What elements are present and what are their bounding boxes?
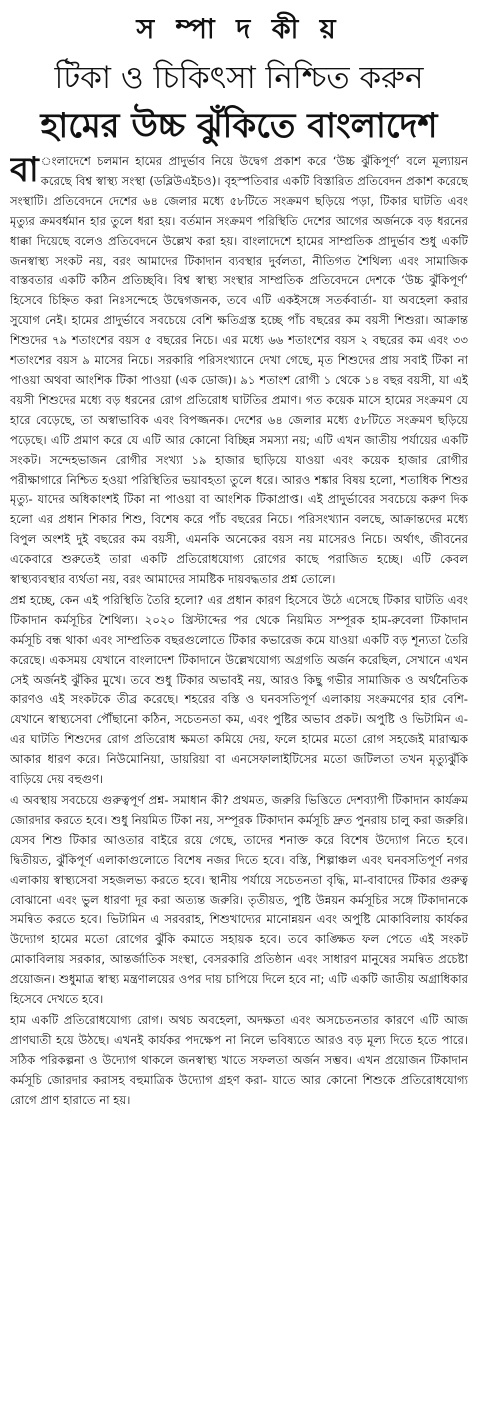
- paragraph-2: প্রশ্ন হচ্ছে, কেন এই পরিস্থিতি তৈরি হলো? এর প্রধান কারণ হিসেবে উঠে এসেছে টিকার ঘাটতি এবং টিকাদান কর্মসূচির শৈথিল্য। ২০২০ খ্রিস্টাব্দের পর থেকে নিয়মিত সম্পূরক হাম-রুবেলা টিকাদান কর্মসূচি বন্ধ থাকা এবং সাম্প্রতিক বছরগুলোতে টিকার কভারেজ কমে যাওয়া একটি বড় শূন্যতা তৈরি করেছে। একসময় যেখানে বাংলাদেশ টিকাদানে উল্লেখযোগ্য অগ্রগতি অর্জন করেছিল, সেখানে এখন সেই অর্জনই ঝুঁকির মুখে। তবে শুধু টিকার অভাবই নয়, আরও কিছু গভীর সামাজিক ও অর্থনৈতিক কারণও এই সংকটকে তীব্র করেছে। শহরের বস্তি ও ঘনবসতিপূর্ণ এলাকায় সংক্রমণের হার বেশি-যেখানে স্বাস্থ্যসেবা পৌঁছানো কঠিন, সচেতনতা কম, এবং পুষ্টির অভাব প্রকট। অপুষ্টি ও ভিটামিন এ-এর ঘাটতি শিশুদের রোগ প্রতিরোধ ক্ষমতা কমিয়ে দেয়, ফলে হামের মতো রোগ সহজেই মারাত্মক আকার ধারণ করে। নিউমোনিয়া, ডায়রিয়া বা এনসেফালাইটিসের মতো জটিলতা তখন মৃত্যুঝুঁকি বাড়িয়ে দেয় বহুগুণ।: [10, 592, 468, 787]
- drop-cap: বা: [10, 152, 39, 190]
- paragraph-4: হাম একটি প্রতিরোধযোগ্য রোগ। অথচ অবহেলা, অদক্ষতা এবং অসচেতনতার কারণে এটি আজ প্রাণঘাতী হয়ে উঠছে। এখনই কার্যকর পদক্ষেপ না নিলে ভবিষ্যতে আরও বড় মূল্য দিতে হতে পারে। সঠিক পরিকল্পনা ও উদ্যোগ থাকলে জনস্বাস্থ্য খাতে সফলতা অর্জন সম্ভব। এখন প্রয়োজন টিকাদান কর্মসূচি জোরদার করাসহ বহুমাত্রিক উদ্যোগ গ্রহণ করা- যাতে আর কোনো শিশুকে প্রতিরোধযোগ্য রোগে প্রাণ হারাতে না হয়।: [10, 1012, 468, 1107]
- paragraph-1: [10, 152, 468, 590]
- headline-primary: টিকা ও চিকিৎসা নিশ্চিত করুন: [54, 60, 424, 96]
- headline-secondary: হামের উচ্চ ঝুঁকিতে বাংলাদেশ: [40, 106, 438, 146]
- paragraph-3: এ অবস্থায় সবচেয়ে গুরুত্বপূর্ণ প্রশ্ন- সমাধান কী? প্রথমত, জরুরি ভিত্তিতে দেশব্যাপী টিকাদান কার্যক্রম জোরদার করতে হবে। শুধু নিয়মিত টিকা নয়, সম্পূরক টিকাদান কর্মসূচি দ্রুত পুনরায় চালু করা জরুরি। যেসব শিশু টিকার আওতার বাইরে রয়ে গেছে, তাদের শনাক্ত করে বিশেষ উদ্যোগ নিতে হবে। দ্বিতীয়ত, ঝুঁকিপূর্ণ এলাকাগুলোতে বিশেষ নজর দিতে হবে। বস্তি, শিল্পাঞ্চল এবং ঘনবসতিপূর্ণ নগর এলাকায় স্বাস্থ্যসেবা সহজলভ্য করতে হবে। স্থানীয় পর্যায়ে সচেতনতা বৃদ্ধি, মা-বাবাদের টিকার গুরুত্ব বোঝানো এবং ভুল ধারণা দূর করা অত্যন্ত জরুরি। তৃতীয়ত, পুষ্টি উন্নয়ন কর্মসূচির সঙ্গে টিকাদানকে সমন্বিত করতে হবে। ভিটামিন এ সরবরাহ, শিশুখাদ্যের মানোন্নয়ন এবং অপুষ্টি মোকাবিলায় কার্যকর উদ্যোগ হামের মতো রোগের ঝুঁকি কমাতে সহায়ক হবে। তবে কাঙ্ক্ষিত ফল পেতে এই সংকট মোকাবিলায় সরকার, আন্তর্জাতিক সংস্থা, বেসরকারি প্রতিষ্ঠান এবং সাধারণ মানুষের সমন্বিত প্রচেষ্টা প্রয়োজন। শুধুমাত্র স্বাস্থ্য মন্ত্রণালয়ের ওপর দায় চাপিয়ে দিলে হবে না; এটি একটি জাতীয় অগ্রাধিকার হিসেবে দেখতে হবে।: [10, 793, 468, 1007]
- article-body: [10, 152, 468, 1405]
- section-label: স ম্পা দ কী য়: [136, 14, 342, 45]
- paragraph-1-text: ংলাদেশে চলমান হামের প্রাদুর্ভাব নিয়ে উদ্বেগ প্রকাশ করে ‘উচ্চ ঝুঁকিপূর্ণ’ বলে মূল্যায়ন করেছে বিশ্ব স্বাস্থ্য সংস্থা (ডব্লিউএইচও)। বৃহস্পতিবার একটি বিস্তারিত প্রতিবেদন প্রকাশ করেছে সংস্থাটি। প্রতিবেদনে দেশের ৬৪ জেলার মধ্যে ৫৮টিতে সংক্রমণ ছড়িয়ে পড়া, টিকার ঘাটতি এবং মৃত্যুর ক্রমবর্ধমান হার তুলে ধরা হয়। বর্তমান সংক্রমণ পরিস্থিতি দেশের আগের অর্জনকে বড় ধরনের ধাক্কা দিয়েছে বলেও প্রতিবেদনে উল্লেখ করা হয়। বাংলাদেশে হামের সাম্প্রতিক প্রাদুর্ভাব শুধু একটি জনস্বাস্থ্য সংকট নয়, বরং আমাদের টিকাদান ব্যবস্থার দুর্বলতা, নীতিগত শৈথিল্য এবং সামাজিক বাস্তবতার একটি কঠিন প্রতিচ্ছবি। বিশ্ব স্বাস্থ্য সংস্থার সাম্প্রতিক প্রতিবেদনে দেশকে ‘উচ্চ ঝুঁকিপূর্ণ’ হিসেবে চিহ্নিত করা নিঃসন্দেহে উদ্বেগজনক, তবে এটি একইসঙ্গে সতর্কবার্তা- যা অবহেলা করার সুযোগ নেই। হামের প্রাদুর্ভাবে সবচেয়ে বেশি ক্ষতিগ্রস্ত হচ্ছে পাঁচ বছরের কম বয়সী শিশুরা। আক্রান্ত শিশুদের ৭৯ শতাংশের বয়স ৫ বছরের নিচে। এর মধ্যে ৬৬ শতাংশের বয়স ২ বছরের কম এবং ৩৩ শতাংশের বয়স ৯ মাসের নিচে। সরকারি পরিসংখ্যানে দেখা গেছে, মৃত শিশুদের প্রায় সবাই টিকা না পাওয়া অথবা আংশিক টিকা পাওয়া (এক ডোজ)। ৯১ শতাংশ রোগী ১ থেকে ১৪ বছর বয়সী, যা এই বয়সী শিশুদের মধ্যে বড় ধরনের রোগ প্রতিরোধ ঘাটতির প্রমাণ। গত কয়েক মাসে হামের সংক্রমণ যে হারে বেড়েছে, তা অস্বাভাবিক এবং বিপজ্জনক। দেশের ৬৪ জেলার মধ্যে ৫৮টিতে সংক্রমণ ছড়িয়ে পড়েছে। এটি প্রমাণ করে যে এটি আর কোনো বিচ্ছিন্ন সমস্যা নয়; এটি এখন জাতীয় পর্যায়ের একটি সংকট। সন্দেহভাজন রোগীর সংখ্যা ১৯ হাজার ছাড়িয়ে যাওয়া এবং কয়েক হাজার রোগীর পরীক্ষাগারে নিশ্চিত হওয়া পরিস্থিতির ভয়াবহতা তুলে ধরে। আরও শঙ্কার বিষয় হলো, শতাধিক শিশুর মৃত্যু- যাদের অধিকাংশই টিকা না পাওয়া বা আংশিক টিকাপ্রাপ্ত। এই প্রাদুর্ভাবের সবচেয়ে করুণ দিক হলো এর প্রধান শিকার শিশু, বিশেষ করে পাঁচ বছরের নিচে। পরিসংখ্যান বলছে, আক্রান্তদের মধ্যে বিপুল অংশই দুই বছরের কম বয়সী, এমনকি অনেকের বয়স নয় মাসেরও নিচে। অর্থাৎ, জীবনের একেবারে শুরুতেই তারা একটি প্রতিরোধযোগ্য রোগের কাছে পরাজিত হচ্ছে। এটি কেবল স্বাস্থ্যব্যবস্থার ব্যর্থতা নয়, বরং আমাদের সামষ্টিক দায়বদ্ধতার প্রশ্ন তোলে।: [10, 154, 468, 587]
